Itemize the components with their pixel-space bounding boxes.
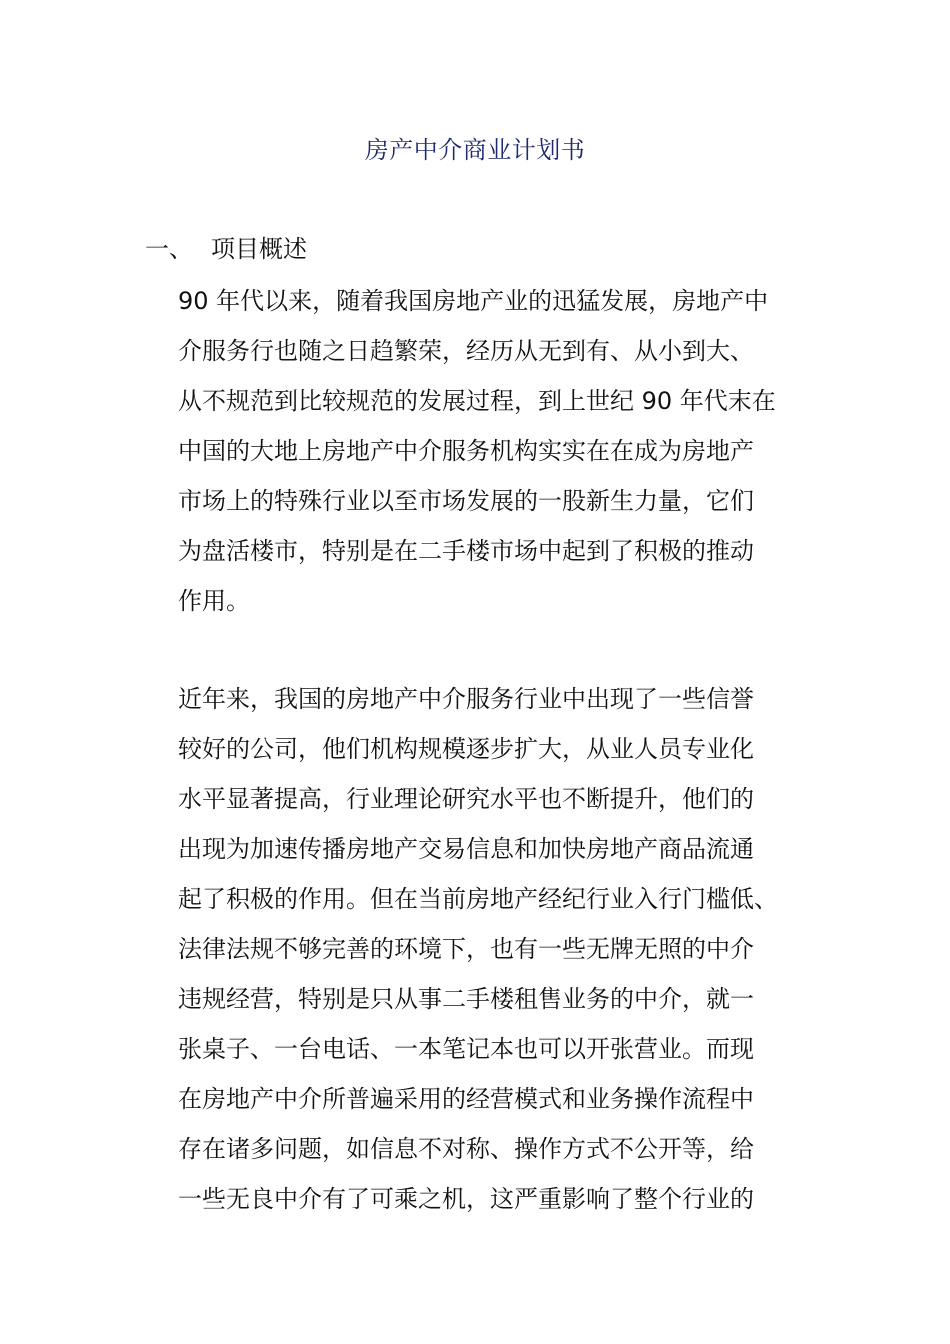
paragraph-line: 法律法规不够完善的环境下，也有一些无牌无照的中介 <box>178 935 754 963</box>
paragraph-line: 存在诸多问题，如信息不对称、操作方式不公开等，给 <box>178 1135 754 1163</box>
paragraph-line: 起了积极的作用。但在当前房地产经纪行业入行门槛低、 <box>178 885 778 913</box>
paragraph-line: 较好的公司，他们机构规模逐步扩大，从业人员专业化 <box>178 735 754 763</box>
document-title: 房产中介商业计划书 <box>364 136 586 164</box>
paragraph-line: 水平显著提高，行业理论研究水平也不断提升，他们的 <box>178 785 754 813</box>
paragraph-line: 市场上的特殊行业以至市场发展的一股新生力量，它们 <box>178 487 754 515</box>
section-heading <box>145 231 307 267</box>
paragraph-line: 从不规范到比较规范的发展过程，到上世纪 90 年代末在 <box>178 387 776 415</box>
paragraph-line: 近年来，我国的房地产中介服务行业中出现了一些信誉 <box>178 685 754 713</box>
section-number: 一、 <box>145 235 193 263</box>
paragraph-2 <box>178 674 838 1224</box>
paragraph-line: 作用。 <box>178 587 250 615</box>
paragraph-line: 中国的大地上房地产中介服务机构实实在在成为房地产 <box>178 437 754 465</box>
paragraph-line: 90 年代以来，随着我国房地产业的迅猛发展，房地产中 <box>178 287 769 315</box>
paragraph-line: 介服务行也随之日趋繁荣，经历从无到有、从小到大、 <box>178 337 754 365</box>
paragraph-1 <box>178 276 838 626</box>
section-heading-text: 项目概述 <box>211 235 307 263</box>
paragraph-line: 张桌子、一台电话、一本笔记本也可以开张营业。而现 <box>178 1035 754 1063</box>
paragraph-line: 一些无良中介有了可乘之机，这严重影响了整个行业的 <box>178 1185 754 1213</box>
paragraph-line: 出现为加速传播房地产交易信息和加快房地产商品流通 <box>178 835 754 863</box>
paragraph-line: 为盘活楼市，特别是在二手楼市场中起到了积极的推动 <box>178 537 754 565</box>
paragraph-line: 在房地产中介所普遍采用的经营模式和业务操作流程中 <box>178 1085 754 1113</box>
paragraph-line: 违规经营，特别是只从事二手楼租售业务的中介，就一 <box>178 985 754 1013</box>
